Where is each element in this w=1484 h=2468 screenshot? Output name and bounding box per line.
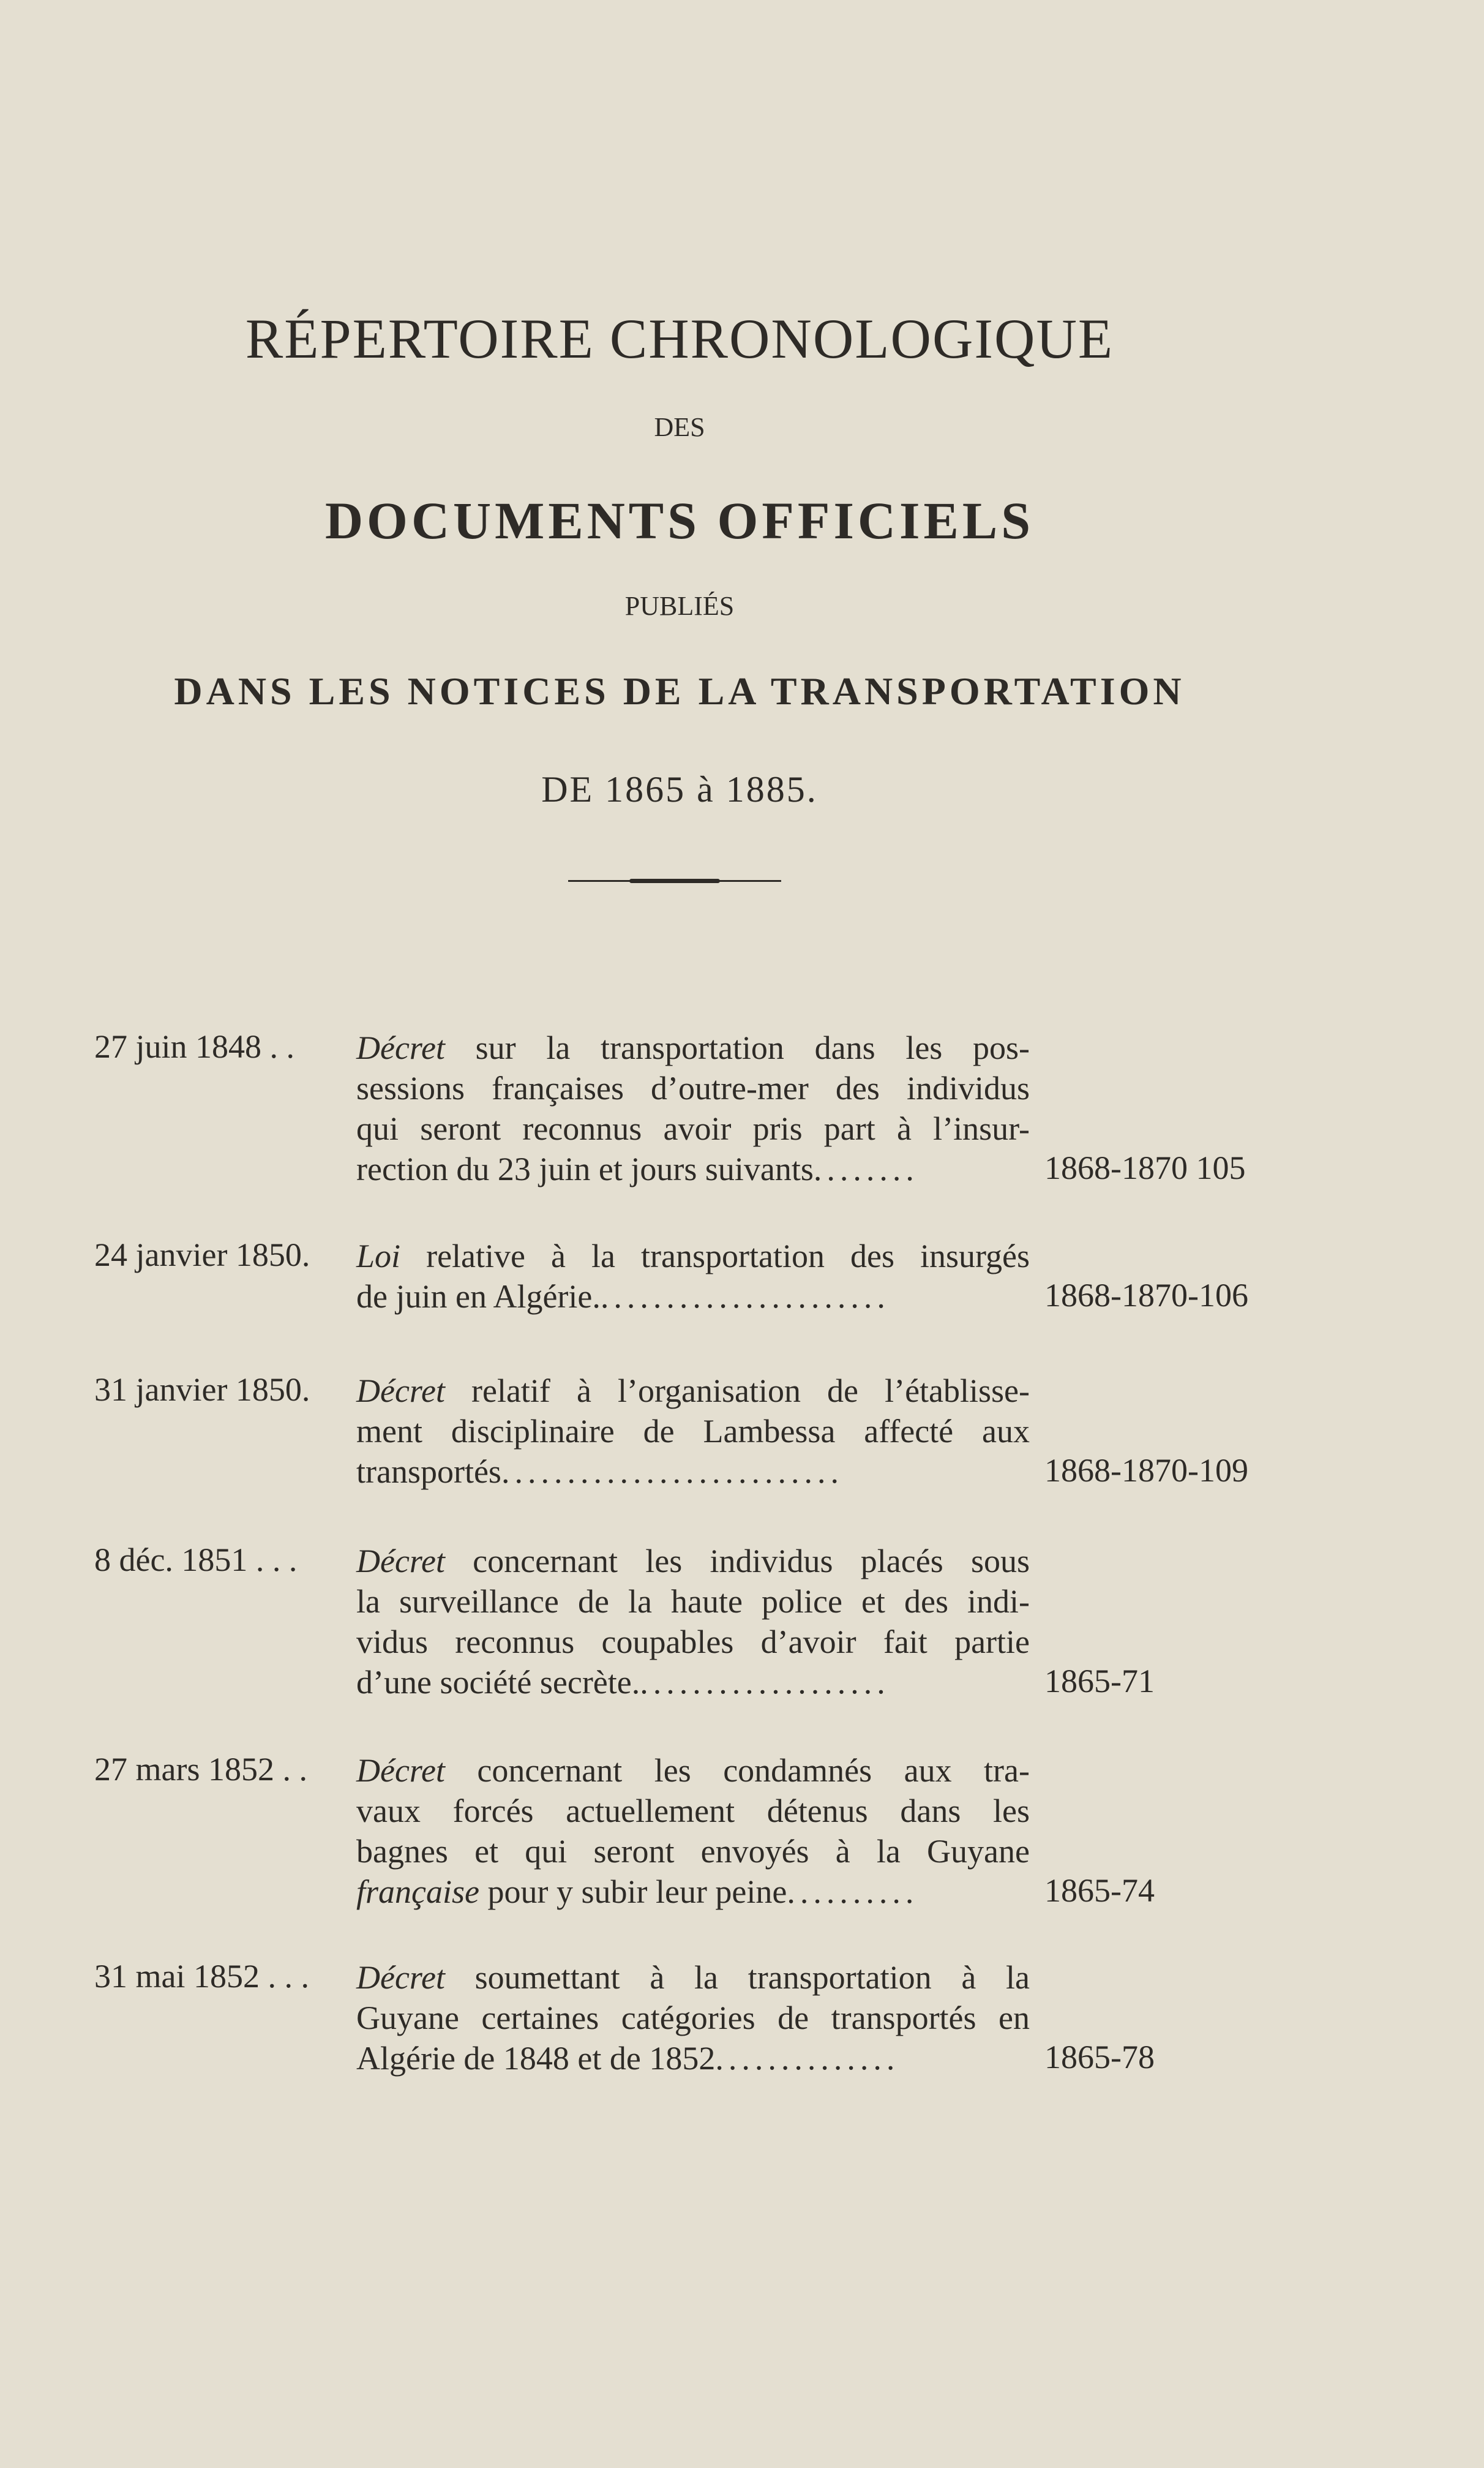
entry-lead: Décret	[356, 1752, 445, 1789]
entry-reference: 1868-1870-106	[1044, 1277, 1248, 1314]
entry-reference: 1865-74	[1044, 1872, 1155, 1909]
entry-lead: Loi	[356, 1238, 401, 1274]
page-title: RÉPERTOIRE CHRONOLOGIQUE	[245, 307, 1114, 370]
entry-description	[356, 1371, 1030, 1492]
entry-date: 24 janvier 1850.	[94, 1236, 310, 1273]
dot-leader: ......................	[600, 1278, 890, 1315]
entry-line-last: d’une société secrète....................	[356, 1664, 890, 1701]
entry-line: Loi relative à la transportation des insurgés	[356, 1238, 1030, 1274]
entry-line-last: transportés..........................	[356, 1453, 844, 1490]
entry-line: Décret sur la transportation dans les pos-	[356, 1029, 1030, 1066]
entry-line: ment disciplinaire de Lambessa affecté aux	[356, 1413, 1030, 1450]
entry-reference: 1865-78	[1044, 2039, 1155, 2075]
page-subtitle: DOCUMENTS OFFICIELS	[324, 491, 1035, 550]
entry-line: Décret concernant les individus placés sous	[356, 1543, 1030, 1579]
dot-leader: ...................	[640, 1664, 890, 1701]
title-publies: PUBLIÉS	[624, 591, 735, 621]
dot-leader: ........	[813, 1151, 919, 1187]
entry-date: 8 déc. 1851 . . .	[94, 1541, 298, 1578]
entry-date: 27 juin 1848 . .	[94, 1028, 295, 1065]
entry-line: qui seront reconnus avoir pris part à l’insur-	[356, 1110, 1030, 1147]
entry-reference: 1868-1870 105	[1044, 1149, 1246, 1186]
entry-line-last: Algérie de 1848 et de 1852..............	[356, 2040, 900, 2077]
entry-line-last: rection du 23 juin et jours suivants........	[356, 1151, 919, 1187]
page-subtitle-2: DANS LES NOTICES DE LA TRANSPORTATION	[174, 669, 1185, 713]
entry-line: Guyane certaines catégories de transportés en	[356, 2000, 1030, 2036]
entry-line: vaux forcés actuellement détenus dans les	[356, 1793, 1030, 1829]
entry-reference: 1868-1870-109	[1044, 1452, 1248, 1489]
entry-line: sessions françaises d’outre-mer des individus	[356, 1070, 1030, 1107]
entry-lead: Décret	[356, 1959, 445, 1996]
entry-line: Décret relatif à l’organisation de l’établisse-	[356, 1372, 1030, 1409]
entry-lead: Décret	[356, 1543, 445, 1579]
entry-date: 31 mai 1852 . . .	[94, 1958, 309, 1995]
entry-line: Décret concernant les condamnés aux tra-	[356, 1752, 1030, 1789]
entry-date: 27 mars 1852 . .	[94, 1751, 307, 1788]
entry-description	[356, 1028, 1030, 1189]
entry-line-last: française pour y subir leur peine..........	[356, 1873, 919, 1910]
entry-lead: Décret	[356, 1029, 445, 1066]
title-des: DES	[654, 412, 705, 442]
entry-line: la surveillance de la haute police et des indi-	[356, 1583, 1030, 1620]
entry-description	[356, 1541, 1030, 1702]
entry-lead: Décret	[356, 1372, 445, 1409]
entry-description	[356, 1236, 1030, 1317]
dot-leader: ..........	[787, 1873, 919, 1910]
entry-reference: 1865-71	[1044, 1663, 1155, 1699]
title-rule	[568, 880, 781, 882]
entry-line: Décret soumettant à la transportation à la	[356, 1959, 1030, 1996]
entry-line: vidus reconnus coupables d’avoir fait partie	[356, 1623, 1030, 1660]
entry-line-last: de juin en Algérie.......................	[356, 1278, 890, 1315]
dot-leader: ..............	[715, 2040, 900, 2077]
entry-line: bagnes et qui seront envoyés à la Guyane	[356, 1833, 1030, 1870]
dot-leader: ..........................	[501, 1453, 844, 1490]
entry-date: 31 janvier 1850.	[94, 1371, 310, 1408]
page-years: DE 1865 à 1885.	[541, 769, 818, 810]
entry-description	[356, 1957, 1030, 2079]
entry-description	[356, 1750, 1030, 1912]
